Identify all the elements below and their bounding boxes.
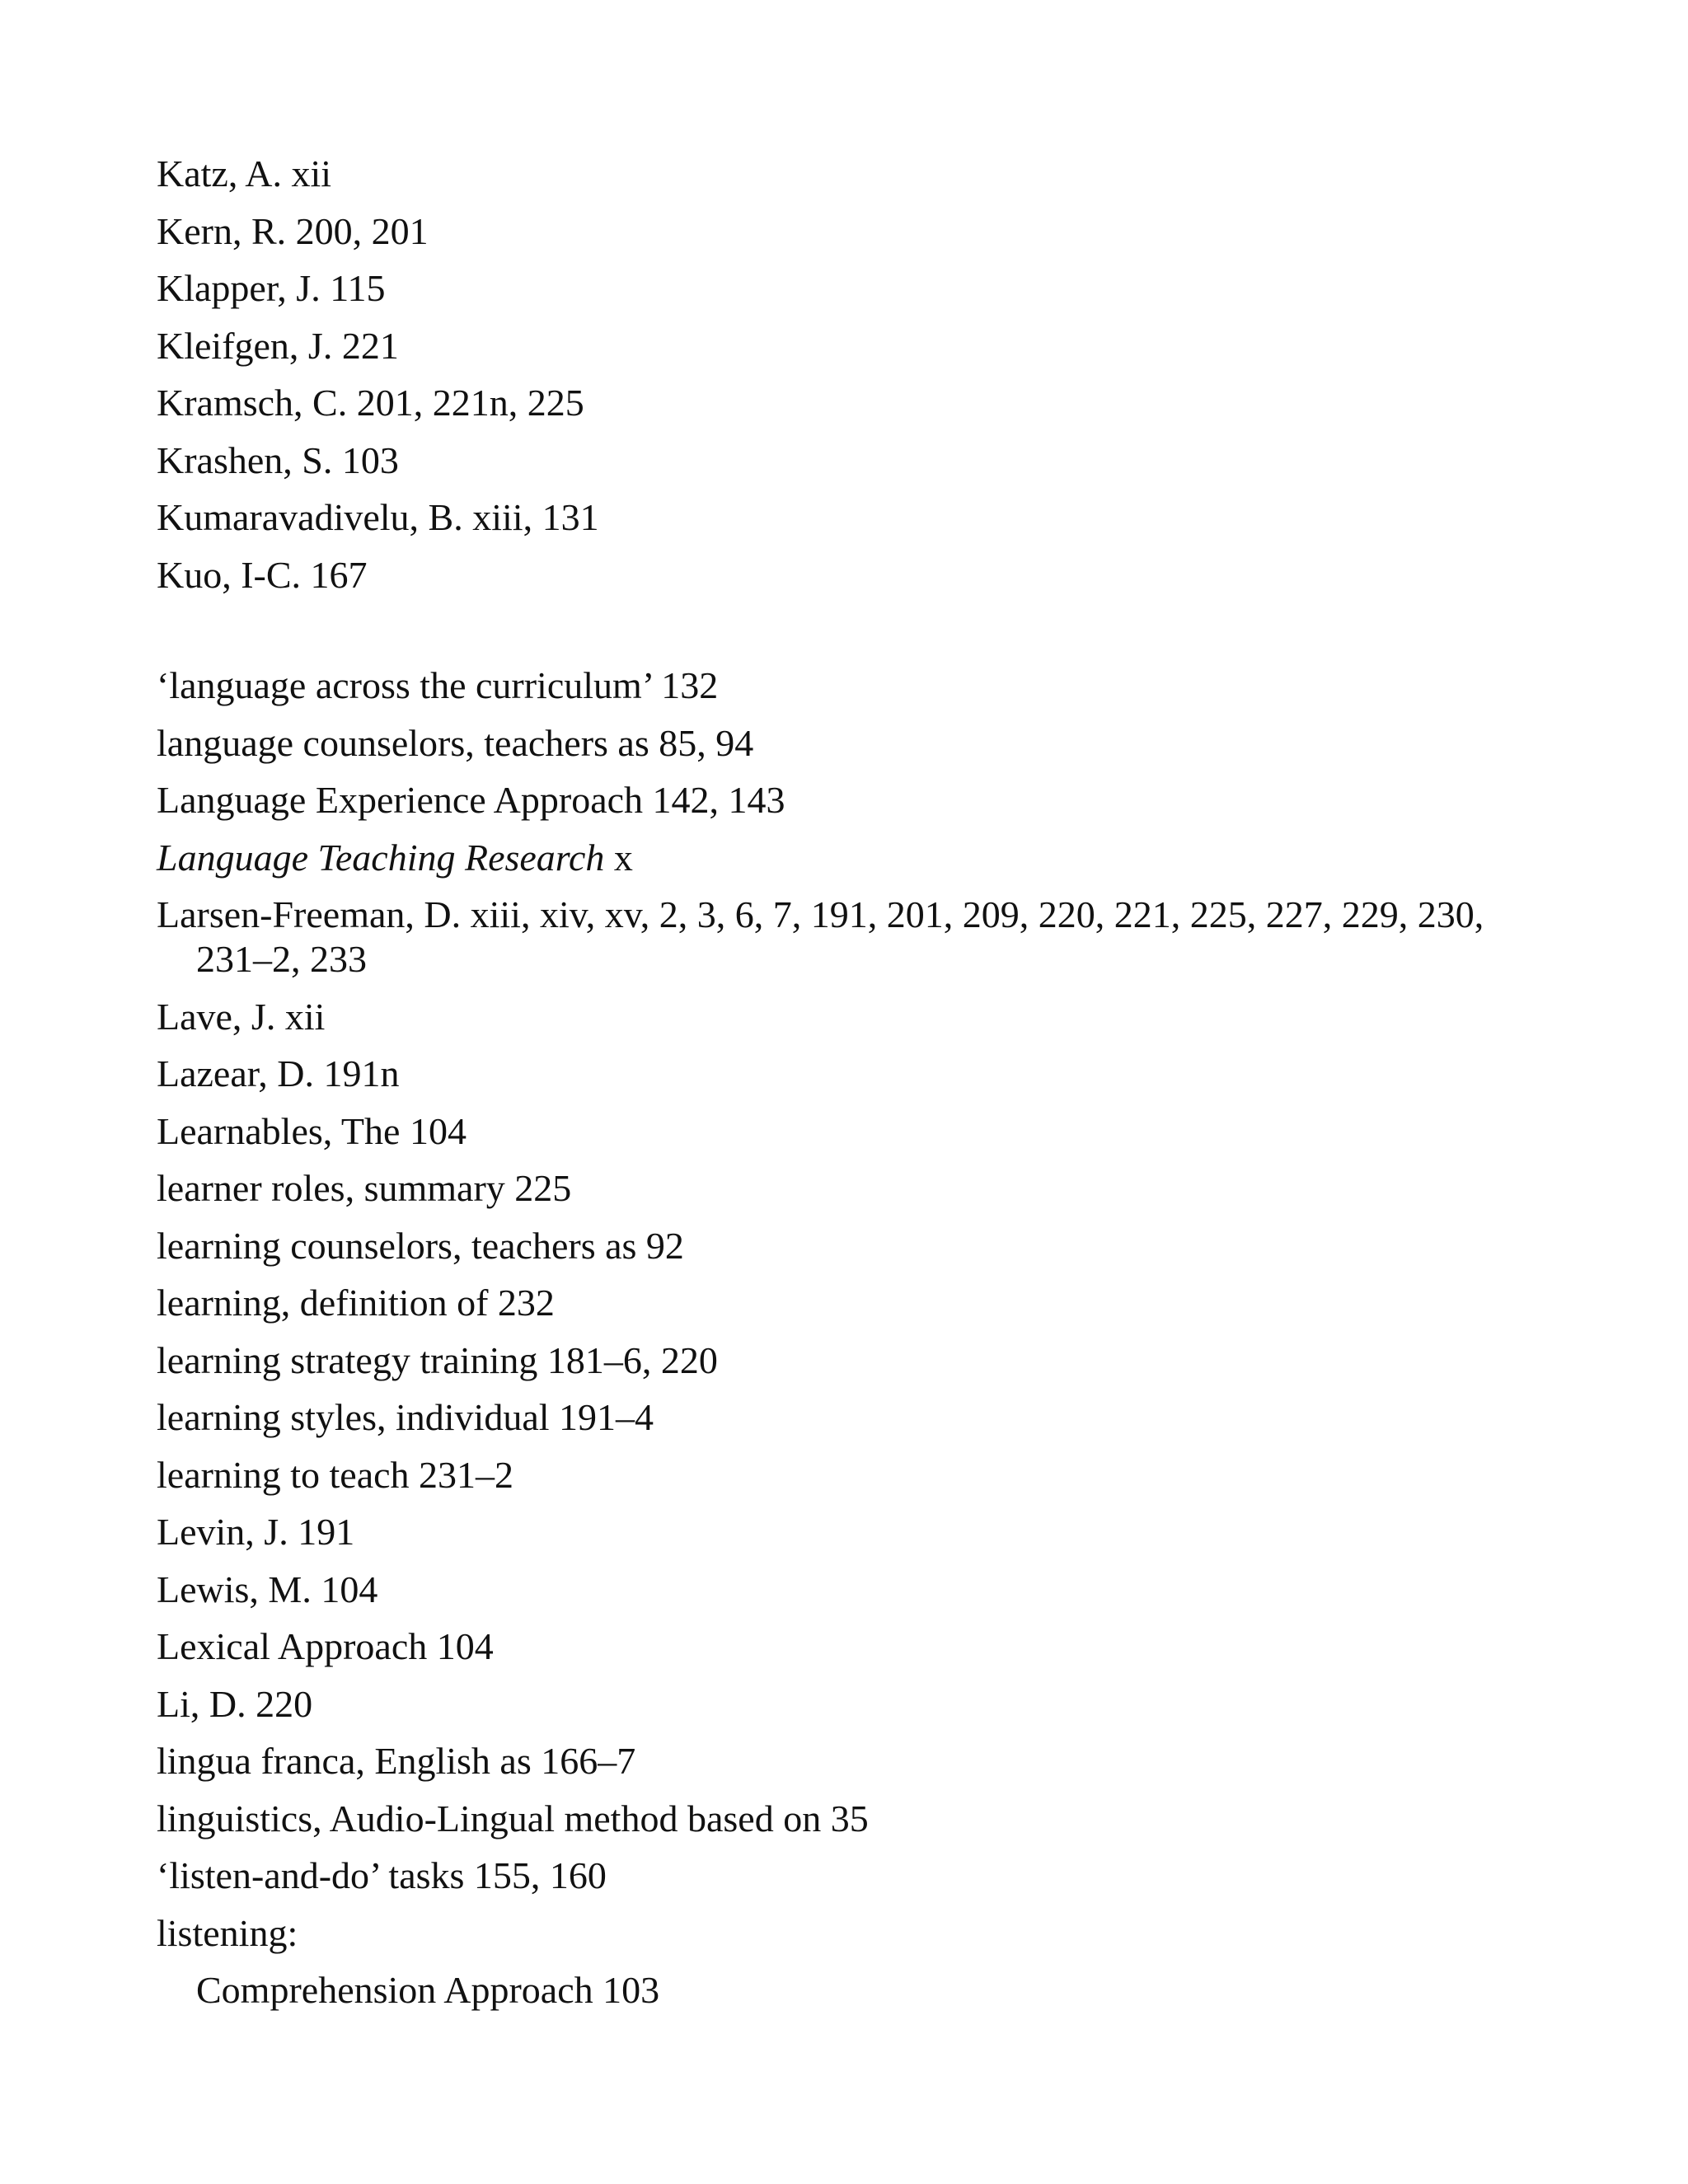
- index-entry: Language Experience Approach 142, 143: [157, 779, 785, 821]
- index-entry-journal: [157, 836, 1541, 880]
- index-entry: Li, D. 220: [157, 1682, 313, 1725]
- index-entry: learning styles, individual 191–4: [157, 1396, 654, 1438]
- index-entry: Learnables, The 104: [157, 1109, 467, 1152]
- journal-pages: x: [604, 836, 633, 879]
- index-entry: Katz, A. xii: [157, 152, 332, 194]
- index-entry: learner roles, summary 225: [157, 1167, 572, 1209]
- index-entry: ‘listen-and-do’ tasks 155, 160: [157, 1854, 607, 1896]
- index-entry: learning strategy training 181–6, 220: [157, 1338, 718, 1381]
- index-entry: Kern, R. 200, 201: [157, 209, 429, 252]
- index-entry: Lave, J. xii: [157, 995, 326, 1038]
- index-entry: learning counselors, teachers as 92: [157, 1224, 684, 1267]
- index-section-l: [157, 663, 1541, 2026]
- index-entry: Kuo, I-C. 167: [157, 553, 368, 596]
- index-entry: Kleifgen, J. 221: [157, 324, 399, 367]
- index-entry: Klapper, J. 115: [157, 267, 386, 309]
- index-entry: Kumaravadivelu, B. xiii, 131: [157, 496, 599, 538]
- index-entry: learning to teach 231–2: [157, 1453, 514, 1496]
- index-entry: Lazear, D. 191n: [157, 1052, 400, 1094]
- index-entry: language counselors, teachers as 85, 94: [157, 721, 754, 764]
- index-subentry: Comprehension Approach 103: [196, 1969, 660, 2011]
- journal-title: Language Teaching Research: [157, 836, 605, 879]
- index-entry: Lexical Approach 104: [157, 1625, 494, 1667]
- index-entry: Kramsch, C. 201, 221n, 225: [157, 382, 584, 424]
- index-entry: listening:: [157, 1911, 298, 1954]
- index-entry: Lewis, M. 104: [157, 1568, 378, 1610]
- index-entry: Levin, J. 191: [157, 1511, 355, 1553]
- index-entry: learning, definition of 232: [157, 1282, 555, 1324]
- index-entry: Larsen-Freeman, D. xiii, xiv, xv, 2, 3, 6, 7, 191, 201, 209, 220, 221, 225, 227, 229, 230, 231–2, 233: [157, 893, 1484, 980]
- index-section-k: [157, 152, 1541, 610]
- index-entry: ‘language across the curriculum’ 132: [157, 664, 719, 706]
- index-entry: linguistics, Audio-Lingual method based on 35: [157, 1797, 869, 1840]
- index-entry: Krashen, S. 103: [157, 438, 399, 481]
- index-entry: lingua franca, English as 166–7: [157, 1740, 636, 1782]
